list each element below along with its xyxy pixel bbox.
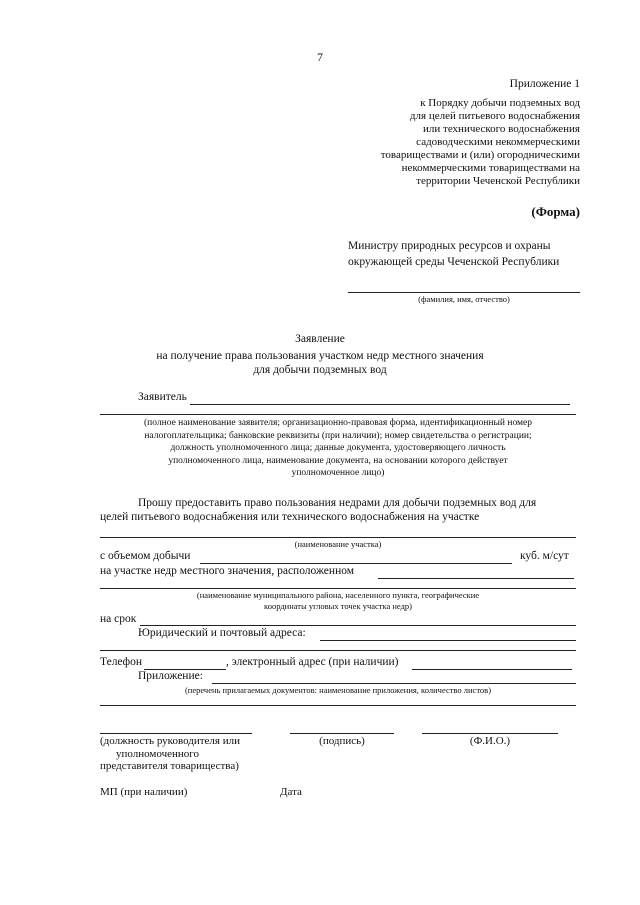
location-label: на участке недр местного значения, расположенном <box>100 565 355 577</box>
signature-caption: (подпись) <box>319 735 365 747</box>
volume-unit: куб. м/сут <box>520 550 569 562</box>
volume-label: с объемом добычи <box>100 550 191 562</box>
request-paragraph <box>100 496 578 524</box>
applicant-caption <box>100 417 576 480</box>
fio-signature-field[interactable] <box>422 733 558 734</box>
caption-line: представителя товарищества) <box>100 760 239 772</box>
addresses-field[interactable] <box>320 640 576 641</box>
document-title: Заявление <box>295 333 345 345</box>
appendix-line: территории Чеченской Республики <box>416 175 580 187</box>
attachments-field[interactable] <box>212 683 576 684</box>
addressee-line: Министру природных ресурсов и охраны <box>348 240 551 252</box>
fio-signature-caption: (Ф.И.О.) <box>469 735 511 747</box>
caption-line: (наименование муниципального района, населенного пункта, географические <box>196 590 480 600</box>
addresses-field-2[interactable] <box>100 650 576 651</box>
caption-line: уполномоченное лицо) <box>291 468 385 478</box>
location-caption <box>100 590 576 612</box>
form-label: (Форма) <box>531 204 580 219</box>
applicant-label: Заявитель <box>138 391 187 403</box>
fio-caption: (фамилия, имя, отчество) <box>418 294 510 304</box>
appendix-title: Приложение 1 <box>509 78 580 90</box>
applicant-field[interactable] <box>190 404 570 405</box>
caption-line: координаты угловых точек участка недр) <box>264 601 412 611</box>
date-label: Дата <box>280 786 302 798</box>
appendix-line: к Порядку добычи подземных вод <box>420 97 580 109</box>
caption-line: (должность руководителя или <box>100 735 240 747</box>
addresses-label: Юридический и почтовый адреса: <box>138 627 306 639</box>
addressee-block <box>348 238 588 270</box>
attachments-label: Приложение: <box>138 670 203 682</box>
position-field[interactable] <box>100 733 252 734</box>
applicant-field-2[interactable] <box>100 414 576 415</box>
signature-field[interactable] <box>290 733 394 734</box>
appendix-line: некоммерческими товариществами на <box>401 162 580 174</box>
page-number: 7 <box>317 50 323 64</box>
volume-field[interactable] <box>200 563 512 564</box>
request-line: целей питьевого водоснабжения или технического водоснабжения на участке <box>100 511 480 523</box>
subtitle-line: на получение права пользования участком недр местного значения <box>156 350 484 362</box>
document-subtitle <box>0 349 640 377</box>
fio-line[interactable] <box>348 292 580 293</box>
caption-line: (полное наименование заявителя; организационно-правовая форма, идентификационный номер <box>144 418 532 428</box>
stamp-label: МП (при наличии) <box>100 786 188 798</box>
attachments-caption: (перечень прилагаемых документов: наименование приложения, количество листов) <box>184 685 492 695</box>
term-field[interactable] <box>140 625 576 626</box>
caption-line: уполномоченного <box>116 747 200 760</box>
appendix-block <box>340 78 580 188</box>
phone-label: Телефон <box>100 656 143 668</box>
position-caption <box>100 735 240 773</box>
location-field-2[interactable] <box>100 588 576 589</box>
plot-caption: (наименование участка) <box>294 539 382 549</box>
caption-line: уполномоченного лица, наименование документа, на основании которого действует <box>168 455 508 466</box>
caption-line: налогоплательщика; банковские реквизиты (при наличии); номер свидетельства о регистрации; <box>144 430 532 441</box>
request-line: Прошу предоставить право пользования недрами для добычи подземных вод для <box>138 497 537 509</box>
location-field[interactable] <box>378 578 574 579</box>
addressee-line: окружающей среды Чеченской Республики <box>348 256 560 268</box>
caption-line: должность уполномоченного лица; данные документа, удостоверяющего личность <box>170 443 506 453</box>
appendix-line: или технического водоснабжения <box>423 123 580 135</box>
appendix-line: садоводческими некоммерческими <box>416 136 580 148</box>
attachments-field-2[interactable] <box>100 705 576 706</box>
term-label: на срок <box>100 613 137 625</box>
appendix-line: товариществами и (или) огородническими <box>380 149 580 161</box>
subtitle-line: для добычи подземных вод <box>253 364 387 376</box>
email-label: , электронный адрес (при наличии) <box>226 656 399 668</box>
plot-field[interactable] <box>100 537 576 538</box>
appendix-line: для целей питьевого водоснабжения <box>409 110 580 122</box>
email-field[interactable] <box>412 669 572 670</box>
